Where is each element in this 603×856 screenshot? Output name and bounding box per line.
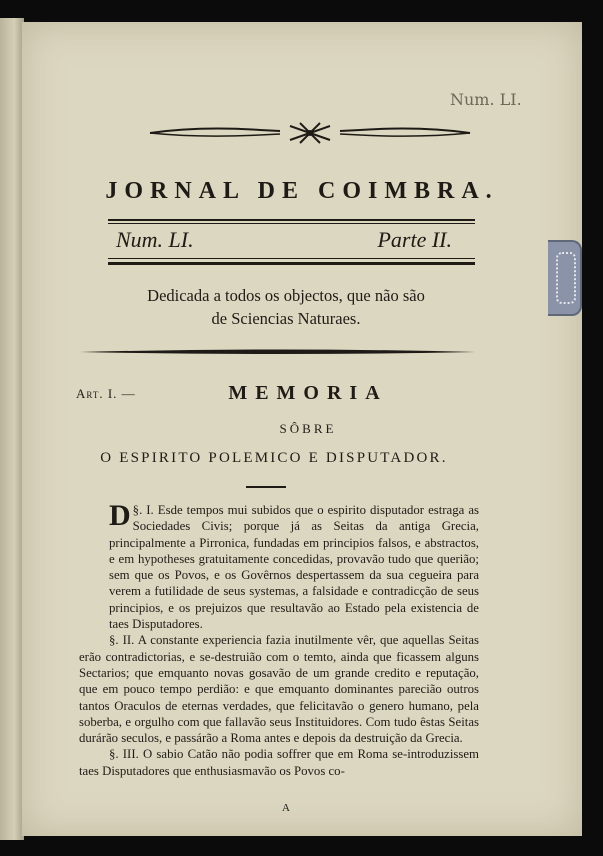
bookmark-tab	[548, 240, 582, 316]
paragraph-3	[79, 746, 479, 779]
issue-part: Parte II.	[377, 227, 452, 252]
section-marker: §. I.	[132, 503, 154, 517]
running-head: Num. LI.	[450, 90, 522, 109]
title-rule-bottom-thin	[108, 258, 475, 259]
paragraph-text: A constante experiencia fazia inutilmente vêr, que aquellas Seitas erão contradictorias, e se-destruião com o temto, ainda que ficassem alguns Sectarios; que emquanto novas gosavão de um grande credito e reputação, que em pouco tempo perdião: e que emquanto dominantes parecião outros tantos Oraculos de eternas verdades, que felicitavão o genero humano, pela soberba, e orgulho com que fallavão seus Instituidores. Com tudo êstas Seitas durárão seculos, e passárão a Roma antes e depois da destruição da Grecia.	[79, 633, 480, 746]
paragraph-text: Esde tempos mui subidos que o espirito disputador estraga as Sociedades Civis; porque já as Seitas da antiga Grecia, principalmente a Pirronica, fundadas em principios falsos, e abstractos, e em hypotheses gratuitamente concedidas, provavão tudo que querião; sem que os Povos, e os Govêrnos despertassem da sua cegueira para verem a futilidade de seus systemas, a falsidade e contradicção de seus principios, e os prejuizos que resultavão ao Estado pela existencia de taes Disputadores.	[109, 503, 479, 632]
title-rule-top-thin	[108, 223, 475, 224]
dedication-line-1: Dedicada a todos os objectos, que não são	[147, 286, 425, 305]
ornament-divider	[140, 118, 480, 148]
section-marker: §. III.	[109, 747, 139, 762]
article-subject: O ESPIRITO POLEMICO E DISPUTADOR.	[100, 450, 448, 466]
article-body	[79, 499, 480, 779]
signature-mark: A	[282, 802, 290, 814]
paragraph-1	[79, 499, 479, 632]
section-marker: §. II.	[109, 633, 135, 648]
paragraph-text: O sabio Catão não podia soffrer que em Roma se-introduzissem taes Disputadores que enthusiasmavão os Povos co-	[79, 747, 480, 778]
dedication	[106, 284, 466, 330]
dedication-line-2: de Sciencias Naturaes.	[211, 309, 361, 328]
issue-row	[110, 227, 474, 257]
short-rule	[246, 486, 286, 488]
title-rule-bottom	[108, 262, 475, 265]
document-page	[22, 22, 582, 836]
facing-page-edge	[0, 18, 24, 840]
journal-title: JORNAL DE COIMBRA.	[105, 178, 499, 204]
article-label: Art. I. —	[76, 386, 136, 401]
article-title: MEMORIA	[228, 382, 388, 404]
title-rule-top	[108, 219, 475, 221]
article-sobre: SÔBRE	[279, 421, 337, 436]
drop-cap: D	[109, 499, 131, 532]
issue-number: Num. LI.	[116, 227, 194, 252]
paragraph-2	[79, 632, 479, 746]
section-divider	[80, 348, 476, 356]
